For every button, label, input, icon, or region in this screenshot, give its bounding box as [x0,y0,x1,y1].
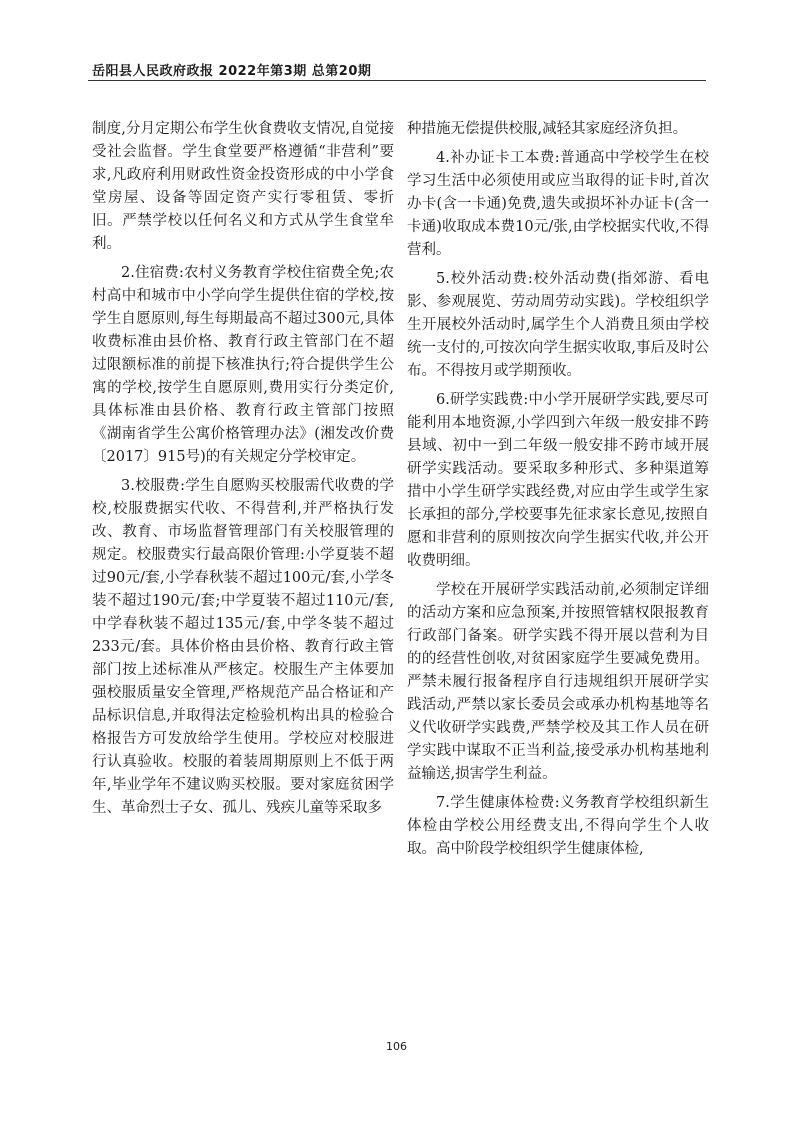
paragraph-continued-right: 种措施无偿提供校服,减轻其家庭经济负担。 [407,121,688,137]
paragraph-health-check-fee: 7.学生健康体检费:义务教育学校组织新生体检由学校公用经费支出,不得向学生个人收取。高中阶段学校组织学生健康体检, [407,795,709,857]
paragraph-uniform-fee: 3.校服费:学生自愿购买校服需代收费的学校,校服费据实代收、不得营利,并严格执行发改、教育、市场监督管理部门有关校服管理的规定。校服费实行最高限价管理:小学夏装不超过90元/套,小学春秋装不超过100元/套,小学冬装不超过190元/套;中学夏装不超过110元/套,中学春秋装不超过135元/套,中学冬装不超过233元/套。具体价格由县价格、教育行政主管部门按上述标准从严核定。校服生产主体要加强校服质量安全管理,严格规范产品合格证和产品标识信息,并取得法定检验机构出具的检验合格报告方可发放给学生使用。学校应对校服进行认真验收。校服的着装周期原则上不低于两年,毕业学年不建议购买校服。要对家庭贫困学生、革命烈士子女、孤儿、残疾儿童等采取多 [92,478,394,816]
page-number: 106 [386,1040,407,1053]
paragraph-card-fee: 4.补办证卡工本费:普通高中学校学生在校学习生活中必须使用或应当取得的证卡时,首次办卡(含一卡通)免费,遗失或损坏补办证卡(含一卡通)收取成本费10元/张,由学校据实代收,不得营利。 [407,150,709,258]
right-column [407,118,709,861]
left-column [92,118,394,820]
paragraph-continued: 制度,分月定期公布学生伙食费收支情况,自觉接受社会监督。学生食堂要严格遵循“非营利”要求,凡政府利用财政性资金投资形成的中小学食堂房屋、设备等固定资产实行零租赁、零折旧。严禁学校以任何名义和方式从学生食堂牟利。 [92,121,394,252]
header-rule [88,80,706,81]
paragraph-study-practice-fee: 6.研学实践费:中小学开展研学实践,要尽可能利用本地资源,小学四到六年级一般安排不跨县域、初中一到二年级一般安排不跨市域开展研学实践活动。要采取多种形式、多种渠道筹措中小学生研学实践经费,对应由学生或学生家长承担的部分,学校要事先征求家长意见,按照自愿和非营利的原则按次向学生据实代收,并公开收费明细。 [407,392,709,569]
paragraph-accommodation-fee: 2.住宿费:农村义务教育学校住宿费全免;农村高中和城市中小学向学生提供住宿的学校,按学生自愿原则,每生每期最高不超过300元,具体收费标准由县价格、教育行政主管部门在不超过限额标准的前提下核准执行;符合提供学生公寓的学校,按学生自愿原则,费用实行分类定价,具体标准由县价格、教育行政主管部门按照《湖南省学生公寓价格管理办法》(湘发改价费〔2017〕915号)的有关规定分学校审定。 [92,265,394,465]
paragraph-study-practice-rules: 学校在开展研学实践活动前,必须制定详细的活动方案和应急预案,并按照管辖权限报教育行政部门备案。研学实践不得开展以营利为目的的经营性创收,对贫困家庭学生要减免费用。严禁未履行报备程序自行违规组织开展研学实践活动,严禁以家长委员会或承办机构基地等名义代收研学实践费,严禁学校及其工作人员在研学实践中谋取不正当利益,接受承办机构基地利益输送,损害学生利益。 [407,582,709,782]
page-header: 岳阳县人民政府政报 2022年第3期 总第20期 [92,64,372,79]
paragraph-outdoor-activity-fee: 5.校外活动费:校外活动费(指郊游、看电影、参观展览、劳动周劳动实践)。学校组织学生开展校外活动时,属学生个人消费且须由学校统一支付的,可按次向学生据实收取,事后及时公布。不得按月或学期预收。 [407,271,709,379]
